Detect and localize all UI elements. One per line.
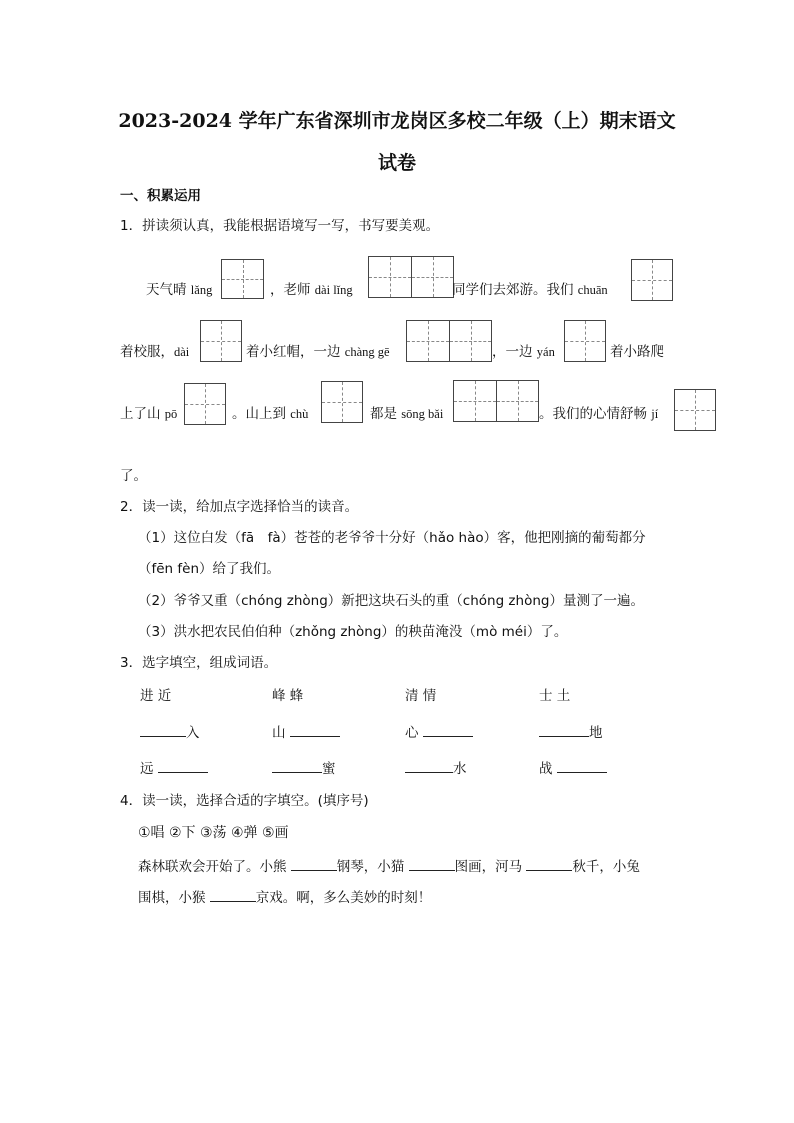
q3-item: 地 xyxy=(539,722,603,743)
answer-blank[interactable] xyxy=(423,722,473,737)
q1-row2-text-d: 着小路爬 xyxy=(610,344,664,360)
writing-box[interactable] xyxy=(453,380,539,422)
answer-blank[interactable] xyxy=(526,856,572,871)
writing-box[interactable] xyxy=(631,259,673,301)
answer-blank[interactable] xyxy=(291,856,337,871)
q1-row3-text-d: 。我们的心情舒畅 jí xyxy=(539,406,659,422)
writing-box[interactable] xyxy=(406,320,492,362)
pinyin: sōng bǎi xyxy=(401,407,444,421)
q1-row2-text-c: ，一边 yán xyxy=(492,344,555,360)
pinyin: chàng gē xyxy=(344,345,390,359)
q1-row3-text-b: 。山上到 chù xyxy=(232,406,309,422)
q2-item3: （3）洪水把农民伯伯种（zhǒng zhòng）的秧苗淹没（mò méi）了。 xyxy=(138,624,568,640)
q1-row2-text-b: 着小红帽，一边 chàng gē xyxy=(246,344,390,360)
pinyin: pō xyxy=(164,407,178,421)
q3-item: 远 xyxy=(140,758,208,779)
writing-box[interactable] xyxy=(368,256,454,298)
answer-blank[interactable] xyxy=(409,856,455,871)
q4-options: ①唱 ②下 ③荡 ④弹 ⑤画 xyxy=(138,825,289,841)
q4-passage-line1: 森林联欢会开始了。小熊 钢琴，小猫 图画，河马 秋千，小兔 xyxy=(138,856,640,877)
q3-item: 山 xyxy=(272,722,340,743)
pinyin: yán xyxy=(536,345,555,359)
answer-blank[interactable] xyxy=(210,887,256,902)
answer-blank[interactable] xyxy=(272,758,322,773)
q3-stem: 3．选字填空，组成词语。 xyxy=(120,655,278,671)
q3-group-2: 峰 蜂 xyxy=(272,688,304,704)
q2-item1-line2: （fēn fèn）给了我们。 xyxy=(138,561,281,577)
answer-blank[interactable] xyxy=(405,758,453,773)
q3-group-4: 士 土 xyxy=(539,688,571,704)
q1-row3-text-a: 上了山 pō xyxy=(120,406,178,422)
q4-passage-line2: 围棋，小猴 京戏。啊，多么美妙的时刻！ xyxy=(138,887,431,908)
q2-item2: （2）爷爷又重（chóng zhòng）新把这块石头的重（chóng zhòng）量测了一遍。 xyxy=(138,593,644,609)
writing-box[interactable] xyxy=(200,320,242,362)
pinyin: lǎng xyxy=(190,283,213,297)
writing-box[interactable] xyxy=(321,381,363,423)
pinyin: jí xyxy=(651,407,659,421)
writing-box[interactable] xyxy=(564,320,606,362)
q3-group-1: 进 近 xyxy=(140,688,172,704)
answer-blank[interactable] xyxy=(158,758,208,773)
writing-box[interactable] xyxy=(184,383,226,425)
pinyin: dài lǐng xyxy=(314,283,353,297)
q3-item: 入 xyxy=(140,722,200,743)
answer-blank[interactable] xyxy=(539,722,589,737)
q2-item1-line1: （1）这位白发（fā fà）苍苍的老爷爷十分好（hǎo hào）客，他把刚摘的葡萄都分 xyxy=(138,530,646,546)
section-heading: 一、积累运用 xyxy=(120,188,201,204)
q1-stem: 1．拼读须认真，我能根据语境写一写，书写要美观。 xyxy=(120,218,440,234)
answer-blank[interactable] xyxy=(140,722,186,737)
q1-row1-text-a: 天气晴 lǎng xyxy=(146,282,213,298)
q3-item: 战 xyxy=(539,758,607,779)
writing-box[interactable] xyxy=(221,259,264,299)
q3-item: 蜜 xyxy=(272,758,336,779)
q1-row3-text-c: 都是 sōng bǎi xyxy=(370,406,444,422)
pinyin: chuān xyxy=(577,283,608,297)
answer-blank[interactable] xyxy=(557,758,607,773)
q3-group-3: 清 情 xyxy=(405,688,437,704)
exam-title-line2: 试卷 xyxy=(377,152,416,174)
q4-stem: 4．读一读，选择合适的字填空。(填序号) xyxy=(120,793,369,809)
q1-row1-text-c: 同学们去郊游。我们 chuān xyxy=(452,282,608,298)
writing-box[interactable] xyxy=(674,389,716,431)
q2-stem: 2．读一读，给加点字选择恰当的读音。 xyxy=(120,499,359,515)
answer-blank[interactable] xyxy=(290,722,340,737)
q3-item: 心 xyxy=(405,722,473,743)
q1-row2-text-a: 着校服，dài xyxy=(120,344,190,360)
exam-title-line1: 2023-2024 学年广东省深圳市龙岗区多校二年级（上）期末语文 xyxy=(118,110,676,132)
q1-end: 了。 xyxy=(120,468,147,484)
pinyin: chù xyxy=(290,407,309,421)
pinyin: dài xyxy=(174,345,190,359)
q1-row1-text-b: ，老师 dài lǐng xyxy=(270,282,353,298)
q3-item: 水 xyxy=(405,758,467,779)
